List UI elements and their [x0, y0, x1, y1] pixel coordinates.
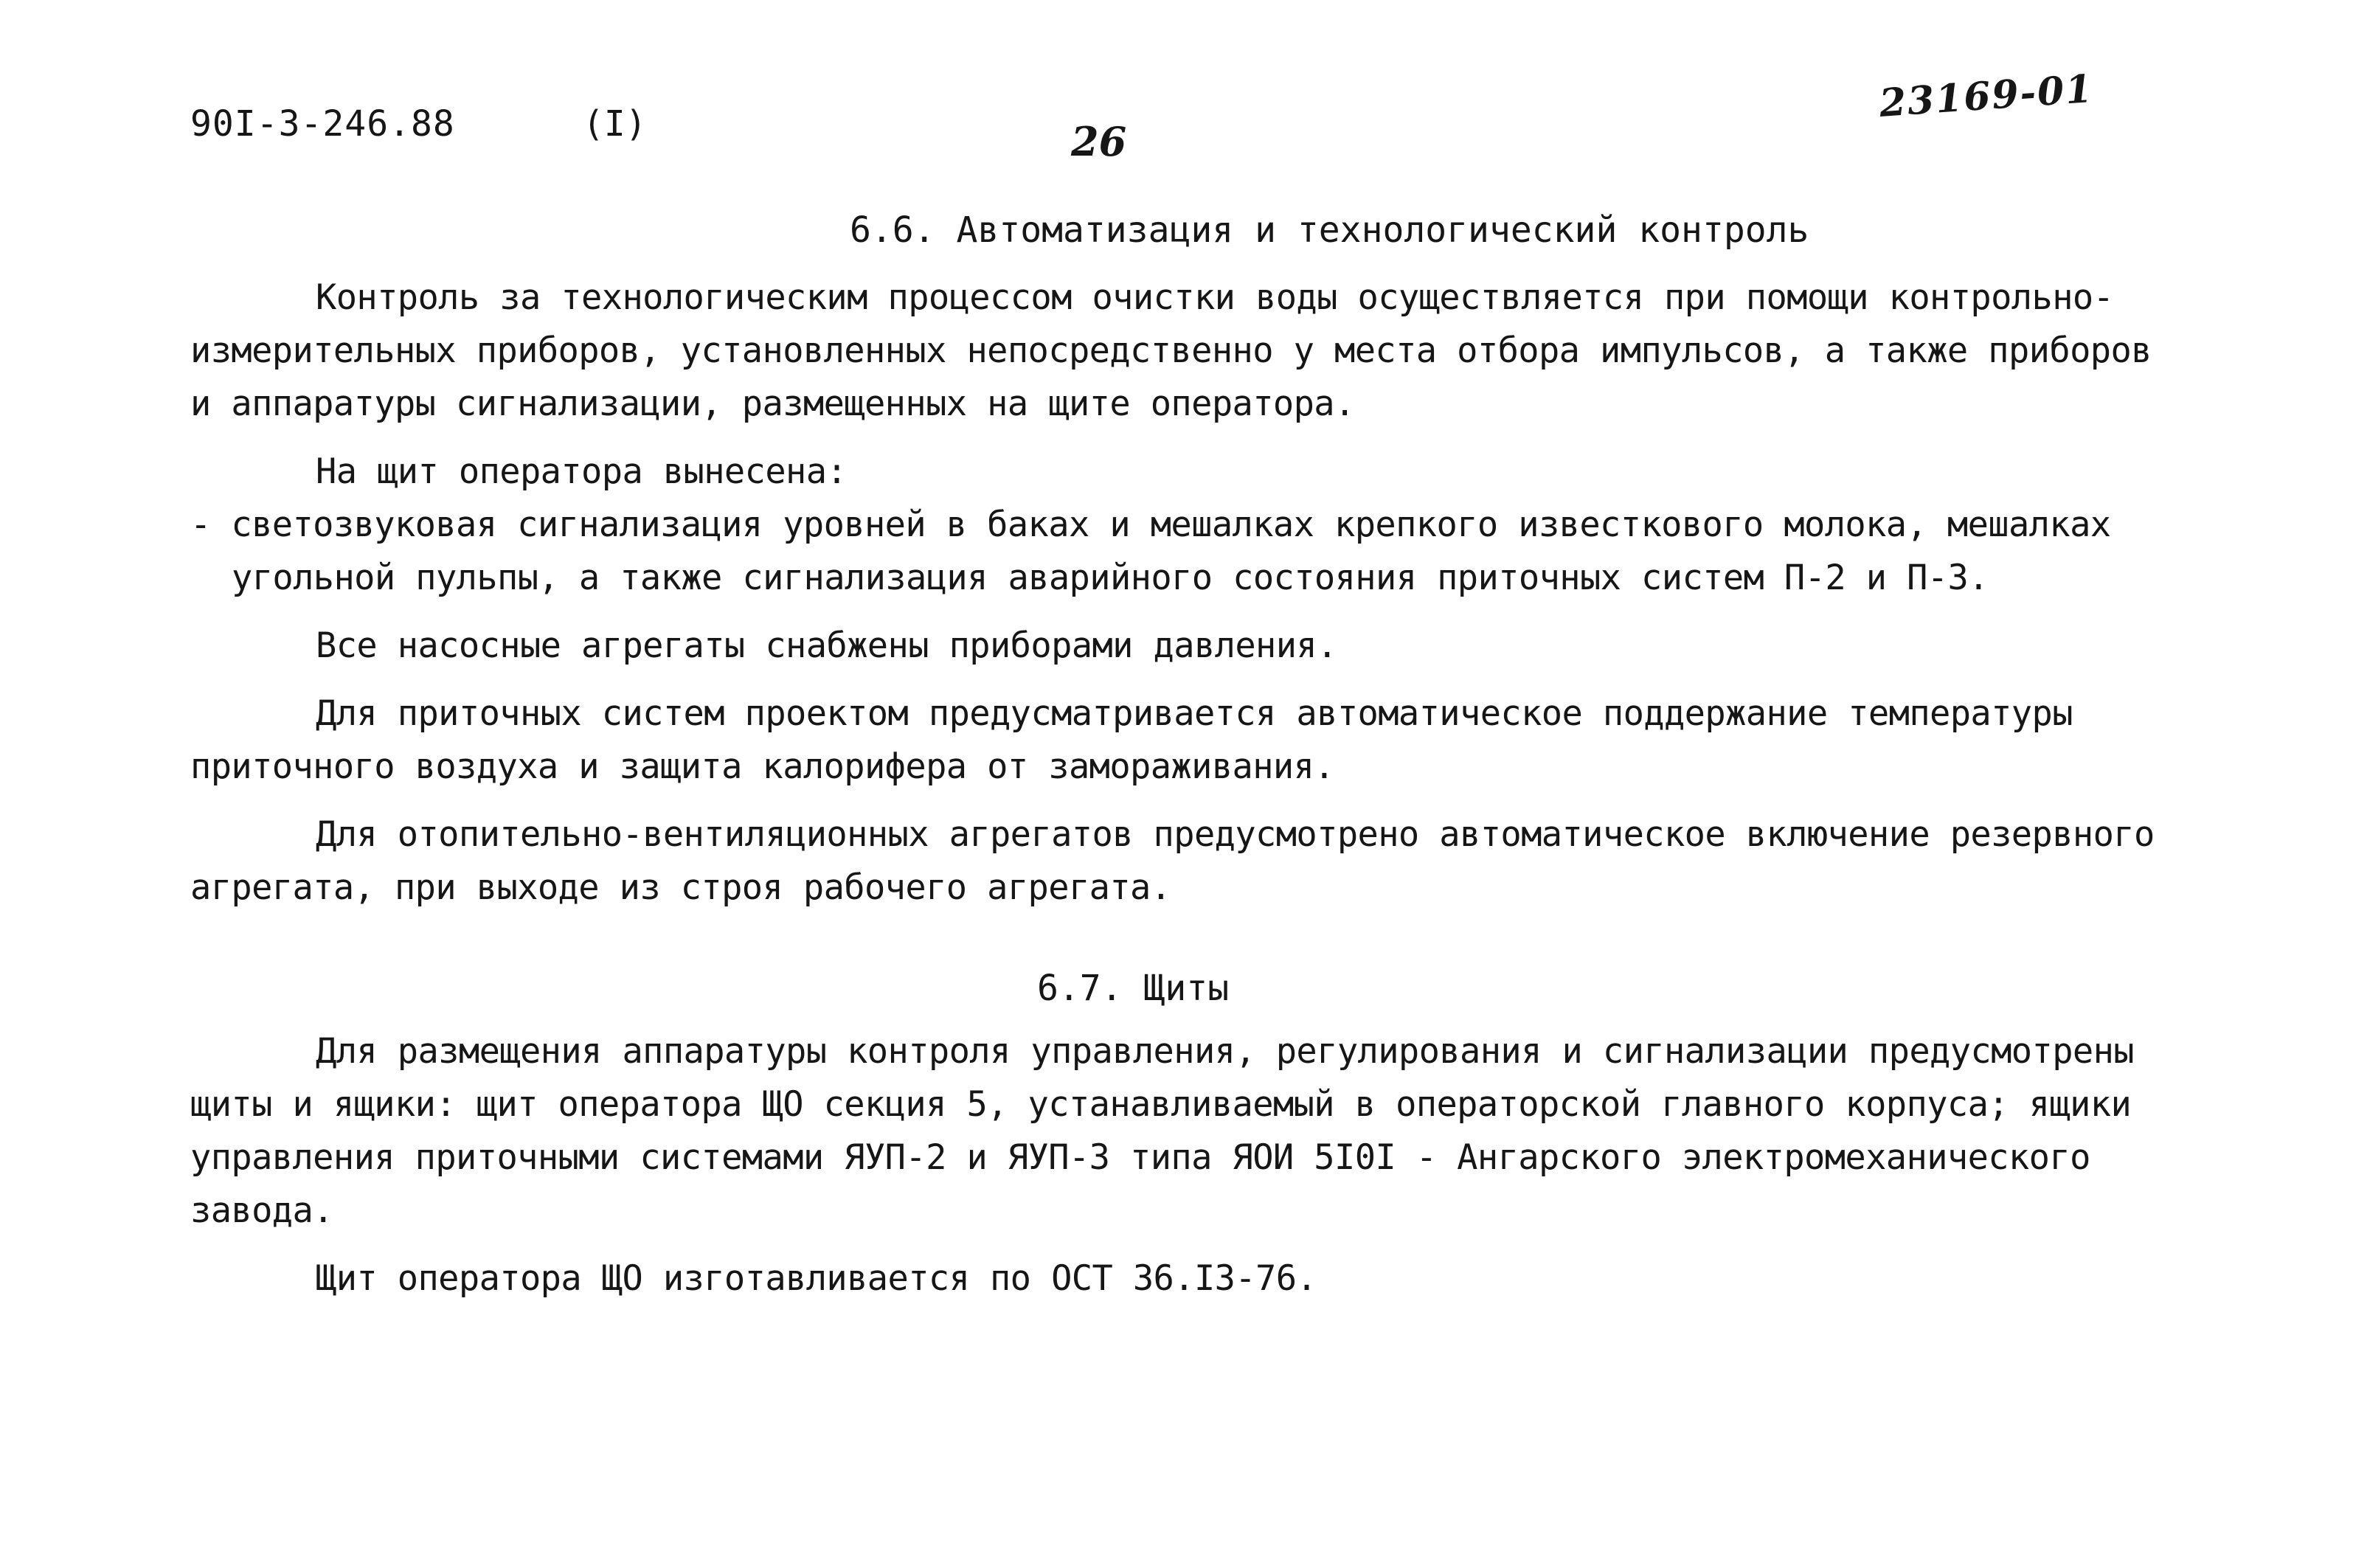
- s66-p1-line-2: измерительных приборов, установленных непосредственно у места отбора импульсов, а также приборов: [190, 330, 2152, 371]
- s66-p5-line-1: Для отопительно-вентиляционных агрегатов предусмотрено автоматическое включение резервного: [316, 814, 2155, 855]
- section-6-6-title: 6.6. Автоматизация и технологический контроль: [850, 209, 1809, 251]
- s67-p1-line-4: завода.: [190, 1190, 333, 1231]
- section-6-7-title: 6.7. Щиты: [1037, 968, 1230, 1009]
- s67-p1-line-1: Для размещения аппаратуры контроля управления, регулирования и сигнализации предусмотрены: [316, 1031, 2134, 1072]
- s66-p4-line-1: Для приточных систем проектом предусматривается автоматическое поддержание температуры: [316, 693, 2073, 734]
- s66-list-line-2: угольной пульпы, а также сигнализация аварийного состояния приточных систем П-2 и П-3.: [232, 558, 1989, 598]
- inventory-number: 23169-01: [1877, 66, 2096, 126]
- page-number: 26: [1071, 118, 1127, 165]
- s66-p2: На щит оператора вынесена:: [316, 451, 848, 492]
- s67-p1-line-2: щиты и ящики: щит оператора ЩО секция 5, устанавливаемый в операторской главного корпуса; ящики: [190, 1084, 2132, 1125]
- document-code: 90I-3-246.88: [190, 103, 455, 145]
- s66-p1-line-3: и аппаратуры сигнализации, размещенных на щите оператора.: [190, 384, 1355, 424]
- s66-list-line-1: - светозвуковая сигнализация уровней в баках и мешалках крепкого известкового молока, мешалках: [190, 504, 2111, 545]
- document-part: (I): [583, 103, 647, 145]
- s66-p1-line-1: Контроль за технологическим процессом очистки воды осуществляется при помощи контрольно-: [316, 277, 2114, 318]
- s66-p4-line-2: приточного воздуха и защита калорифера от замораживания.: [190, 746, 1334, 787]
- s67-p1-line-3: управления приточными системами ЯУП-2 и ЯУП-3 типа ЯОИ 5I0I - Ангарского электромеханического: [190, 1137, 2090, 1178]
- s66-p5-line-2: агрегата, при выходе из строя рабочего агрегата.: [190, 867, 1171, 908]
- s66-p3: Все насосные агрегаты снабжены приборами давления.: [316, 625, 1337, 666]
- s67-p2: Щит оператора ЩО изготавливается по ОСТ 36.I3-76.: [316, 1258, 1317, 1299]
